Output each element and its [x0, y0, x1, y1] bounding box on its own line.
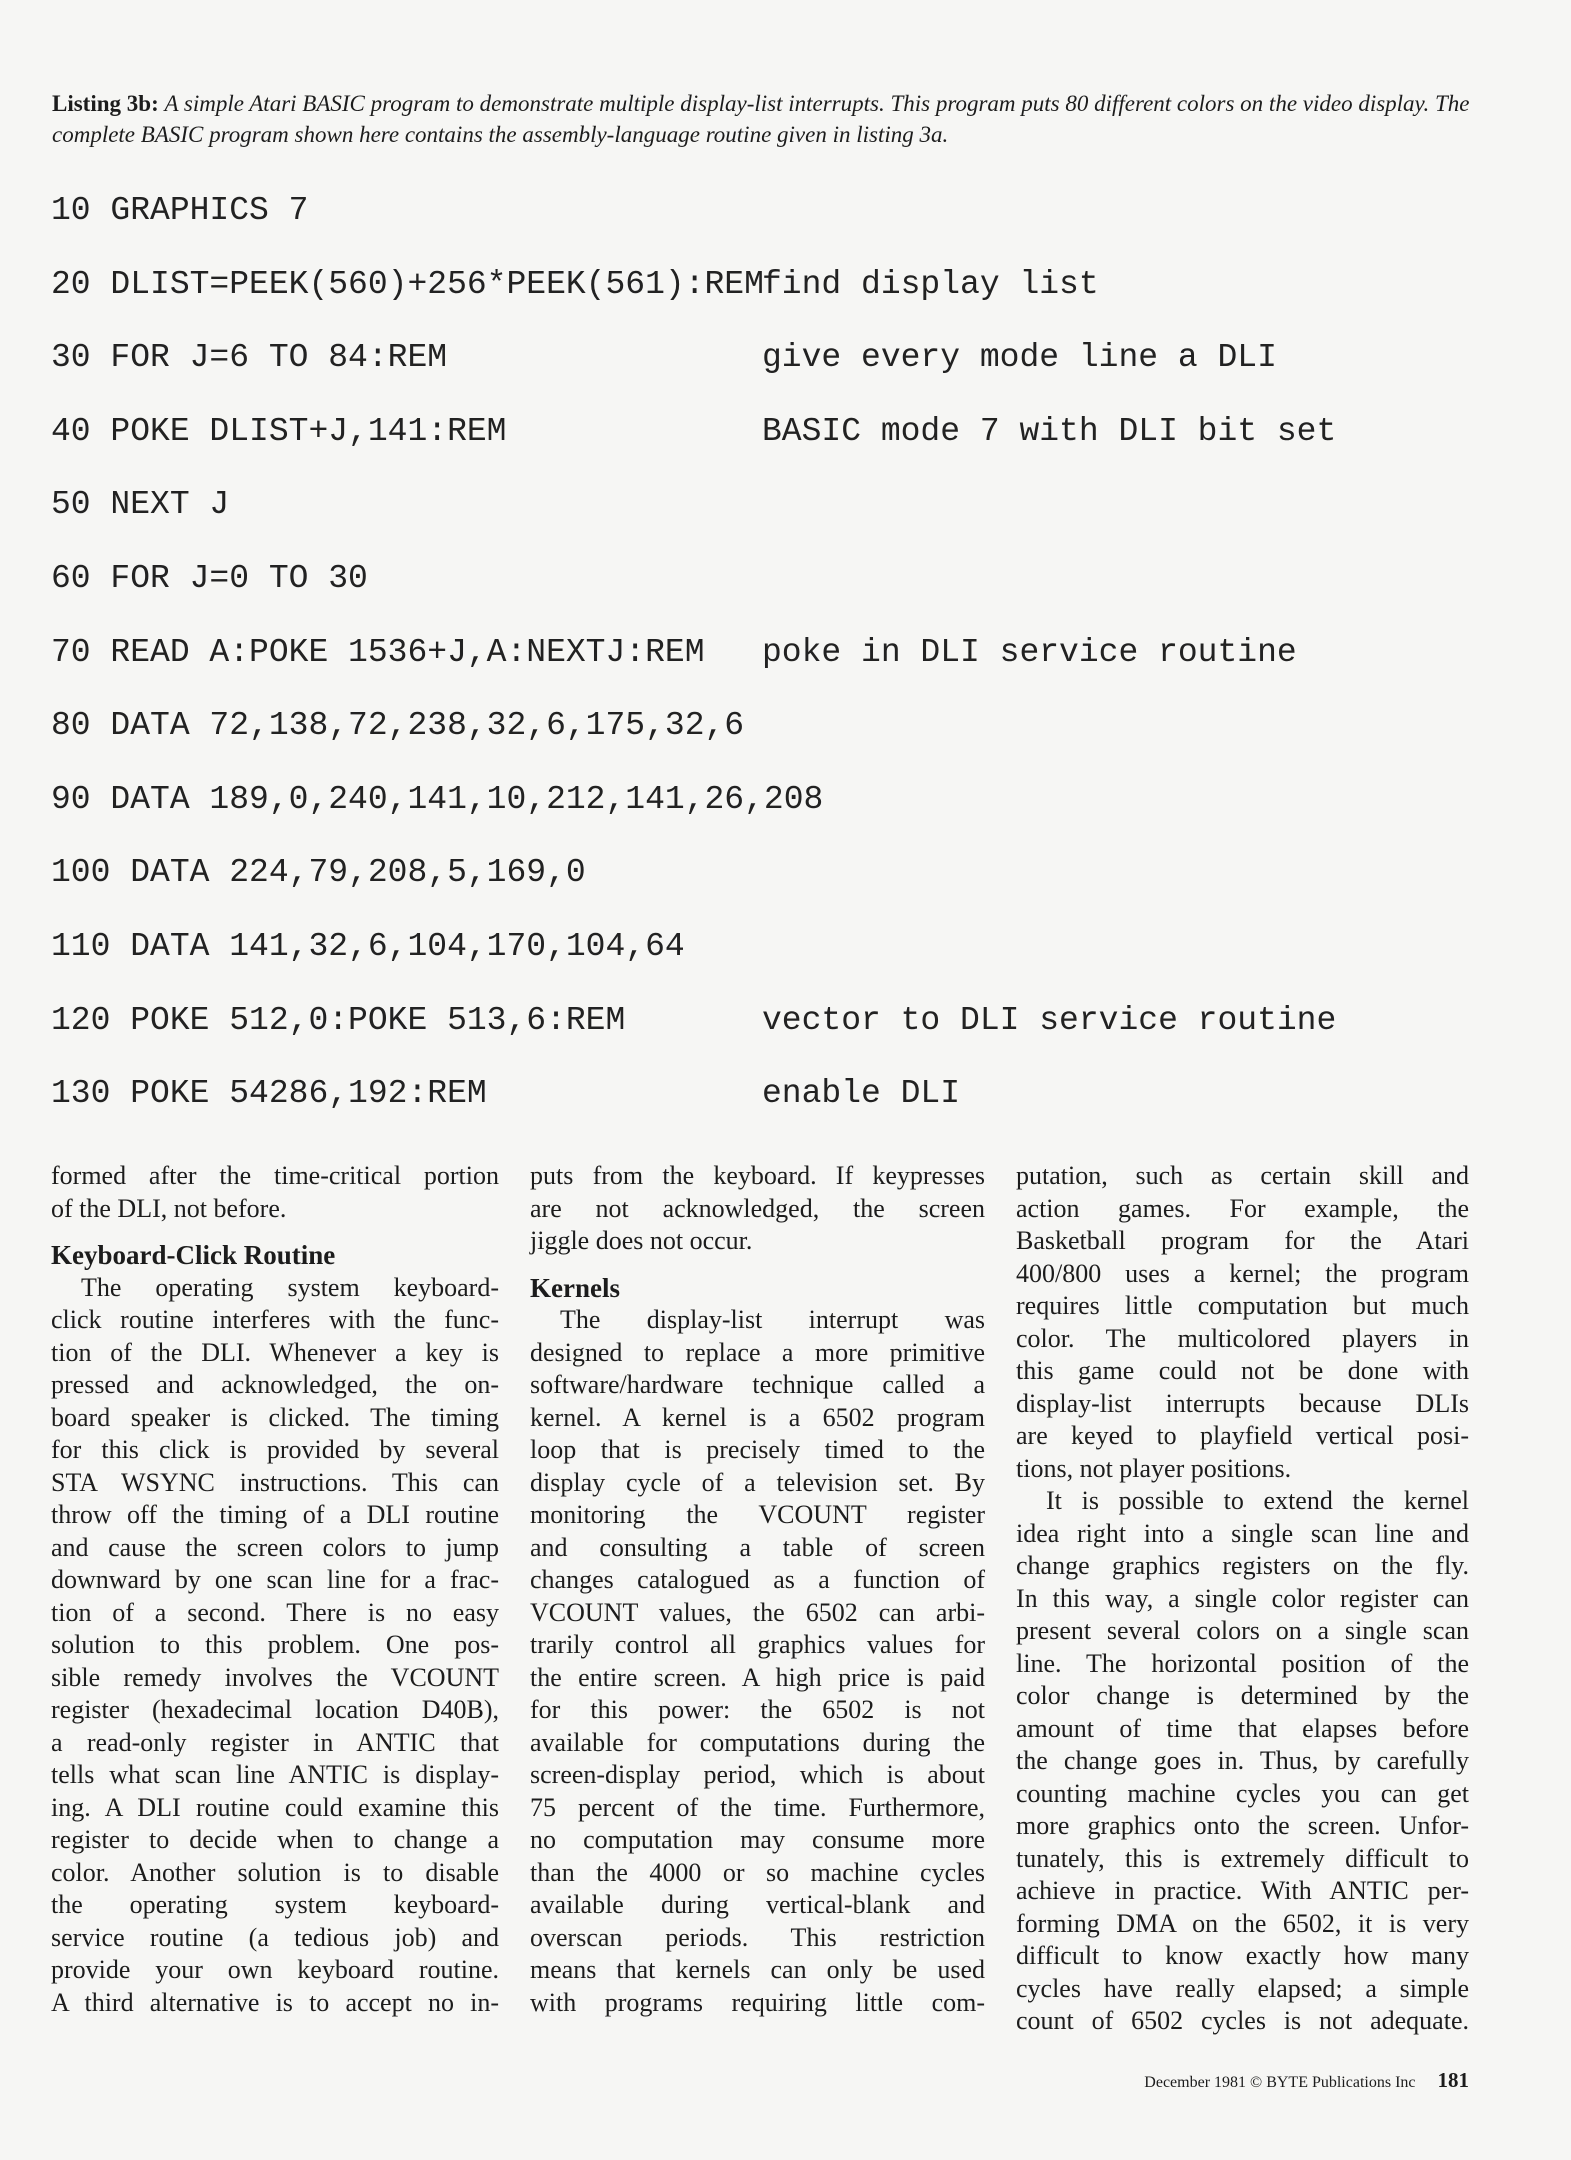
text-line: pressed and acknowledged, the on-	[51, 1370, 499, 1399]
text-line: 400/800 uses a kernel; the program	[1016, 1258, 1469, 1288]
text-line: In this way, a single color register can	[1016, 1583, 1469, 1613]
code-statement: 120 POKE 512,0:POKE 513,6:REM	[51, 1001, 626, 1039]
text-line: board speaker is clicked. The timing	[51, 1402, 499, 1432]
code-statement: 100 DATA 224,79,208,5,169,0	[51, 854, 586, 892]
code-statement: 80 DATA 72,138,72,238,32,6,175,32,6	[51, 707, 745, 745]
text-line: kernel. A kernel is a 6502 program	[530, 1402, 985, 1432]
text-line: tion of a second. There is no easy	[51, 1597, 499, 1627]
listing-caption	[52, 88, 1472, 150]
code-comment: give every mode line a DLI	[762, 339, 1277, 377]
text-line: tunately, this is extremely difficult to	[1016, 1843, 1469, 1873]
code-comment: vector to DLI service routine	[762, 1001, 1337, 1039]
text-line: designed to replace a more primitive	[530, 1337, 985, 1367]
text-line: means that kernels can only be used	[530, 1955, 985, 1984]
text-line: throw off the timing of a DLI routine	[51, 1500, 499, 1529]
caption-text: A simple Atari BASIC program to demonstrate multiple display-list interrupts. This program puts 80 different colors on the video display. The complete BASIC program shown here contains the assembly-language routine given in listing 3a.	[52, 91, 1470, 147]
text-line: requires little computation but much	[1016, 1291, 1469, 1320]
text-line: putation, such as certain skill and	[1016, 1161, 1469, 1190]
text-line: tion of the DLI. Whenever a key is	[51, 1337, 499, 1367]
text-line: count of 6502 cycles is not adequate.	[1016, 2006, 1469, 2035]
text-line: A third alternative is to accept no in-	[51, 1987, 499, 2017]
section-heading: Keyboard-Click Routine	[51, 1240, 336, 1270]
text-line: Basketball program for the Atari	[1016, 1226, 1469, 1255]
text-line: display cycle of a television set. By	[530, 1467, 985, 1497]
section-heading: Kernels	[530, 1272, 620, 1303]
text-line: difficult to know exactly how many	[1016, 1941, 1469, 1970]
text-line: downward by one scan line for a frac-	[51, 1565, 499, 1594]
text-line: counting machine cycles you can get	[1016, 1778, 1469, 1808]
code-comment: poke in DLI service routine	[762, 633, 1297, 671]
text-line: service routine (a tedious job) and	[51, 1922, 499, 1952]
text-line: tells what scan line ANTIC is display-	[51, 1760, 499, 1789]
text-line: loop that is precisely timed to the	[530, 1435, 985, 1464]
footer-credit: December 1981 © BYTE Publications Inc	[1144, 2074, 1416, 2091]
text-line: sible remedy involves the VCOUNT	[51, 1662, 499, 1692]
text-line: monitoring the VCOUNT register	[530, 1500, 985, 1529]
text-line: provide your own keyboard routine.	[51, 1955, 499, 1984]
text-line: color. The multicolored players in	[1016, 1323, 1469, 1353]
code-statement: 50 NEXT J	[51, 486, 230, 524]
code-statement: 10 GRAPHICS 7	[51, 192, 309, 229]
text-line: screen-display period, which is about	[530, 1760, 985, 1789]
text-line: color change is determined by the	[1016, 1681, 1469, 1710]
text-line: STA WSYNC instructions. This can	[51, 1467, 499, 1497]
text-line: amount of time that elapses before	[1016, 1713, 1469, 1743]
text-line: jiggle does not occur.	[530, 1226, 753, 1255]
code-comment: enable DLI	[762, 1075, 961, 1113]
text-column-3	[1016, 1160, 1469, 2038]
code-statement: 30 FOR J=6 TO 84:REM	[51, 339, 448, 377]
text-line: the entire screen. A high price is paid	[530, 1662, 985, 1692]
code-statement: 20 DLIST=PEEK(560)+256*PEEK(561):REM	[51, 265, 764, 303]
text-line: this game could not be done with	[1016, 1356, 1469, 1385]
text-line: cycles have really elapsed; a simple	[1016, 1973, 1469, 2003]
text-line: register (hexadecimal location D40B),	[51, 1695, 499, 1724]
text-line: for this power: the 6502 is not	[530, 1695, 985, 1724]
text-line: register to decide when to change a	[51, 1825, 499, 1854]
text-line: a read-only register in ANTIC that	[51, 1727, 499, 1757]
text-line: 75 percent of the time. Furthermore,	[530, 1792, 985, 1822]
text-line: tions, not player positions.	[1016, 1453, 1292, 1483]
text-line: achieve in practice. With ANTIC per-	[1016, 1876, 1469, 1905]
caption-label: Listing 3b:	[52, 91, 159, 116]
text-line: It is possible to extend the kernel	[1046, 1486, 1469, 1515]
text-line: The operating system keyboard-	[81, 1272, 499, 1302]
text-column-1	[51, 1160, 499, 2019]
text-line: ing. A DLI routine could examine this	[51, 1792, 499, 1822]
text-line: of the DLI, not before.	[51, 1193, 287, 1223]
code-statement: 110 DATA 141,32,6,104,170,104,64	[51, 927, 685, 965]
code-comment: BASIC mode 7 with DLI bit set	[762, 412, 1337, 450]
text-line: color. Another solution is to disable	[51, 1857, 499, 1887]
text-line: forming DMA on the 6502, it is very	[1016, 1908, 1469, 1938]
text-line: display-list interrupts because DLIs	[1016, 1388, 1469, 1418]
text-line: overscan periods. This restriction	[530, 1922, 985, 1952]
text-line: are not acknowledged, the screen	[530, 1193, 985, 1223]
text-line: software/hardware technique called a	[530, 1370, 985, 1399]
code-statement: 90 DATA 189,0,240,141,10,212,141,26,208	[51, 780, 824, 818]
text-line: the change goes in. Thus, by carefully	[1016, 1746, 1469, 1775]
text-line: click routine interferes with the func-	[51, 1305, 499, 1334]
code-comment: find display list	[762, 265, 1099, 303]
code-statement: 70 READ A:POKE 1536+J,A:NEXTJ:REM	[51, 633, 705, 671]
text-line: solution to this problem. One pos-	[51, 1630, 499, 1659]
text-line: the operating system keyboard-	[51, 1890, 499, 1919]
code-statement: 130 POKE 54286,192:REM	[51, 1075, 487, 1113]
page-footer	[1102, 2068, 1469, 2093]
code-statement: 40 POKE DLIST+J,141:REM	[51, 412, 507, 450]
text-line: for this click is provided by several	[51, 1435, 499, 1464]
text-line: formed after the time-critical portion	[51, 1161, 499, 1190]
text-line: and consulting a table of screen	[530, 1532, 985, 1562]
text-line: line. The horizontal position of the	[1016, 1648, 1469, 1678]
text-line: trarily control all graphics values for	[530, 1630, 985, 1659]
text-line: and cause the screen colors to jump	[51, 1532, 499, 1562]
text-line: available during vertical-blank and	[530, 1890, 985, 1919]
text-line: are keyed to playfield vertical posi-	[1016, 1421, 1469, 1450]
text-line: puts from the keyboard. If keypresses	[530, 1161, 985, 1190]
text-line: change graphics registers on the fly.	[1016, 1551, 1469, 1580]
text-line: idea right into a single scan line and	[1016, 1518, 1469, 1548]
text-column-2	[530, 1160, 985, 2019]
text-line: available for computations during the	[530, 1727, 985, 1757]
text-line: changes catalogued as a function of	[530, 1565, 985, 1594]
page-number: 181	[1437, 2068, 1469, 2092]
text-line: than the 4000 or so machine cycles	[530, 1857, 985, 1887]
text-line: action games. For example, the	[1016, 1193, 1469, 1223]
text-line: with programs requiring little com-	[530, 1987, 985, 2017]
text-line: The display-list interrupt was	[560, 1305, 985, 1334]
text-line: more graphics onto the screen. Unfor-	[1016, 1811, 1469, 1840]
text-line: no computation may consume more	[530, 1825, 985, 1854]
text-line: present several colors on a single scan	[1016, 1616, 1469, 1645]
text-line: VCOUNT values, the 6502 can arbi-	[530, 1597, 985, 1627]
code-statement: 60 FOR J=0 TO 30	[51, 559, 368, 597]
